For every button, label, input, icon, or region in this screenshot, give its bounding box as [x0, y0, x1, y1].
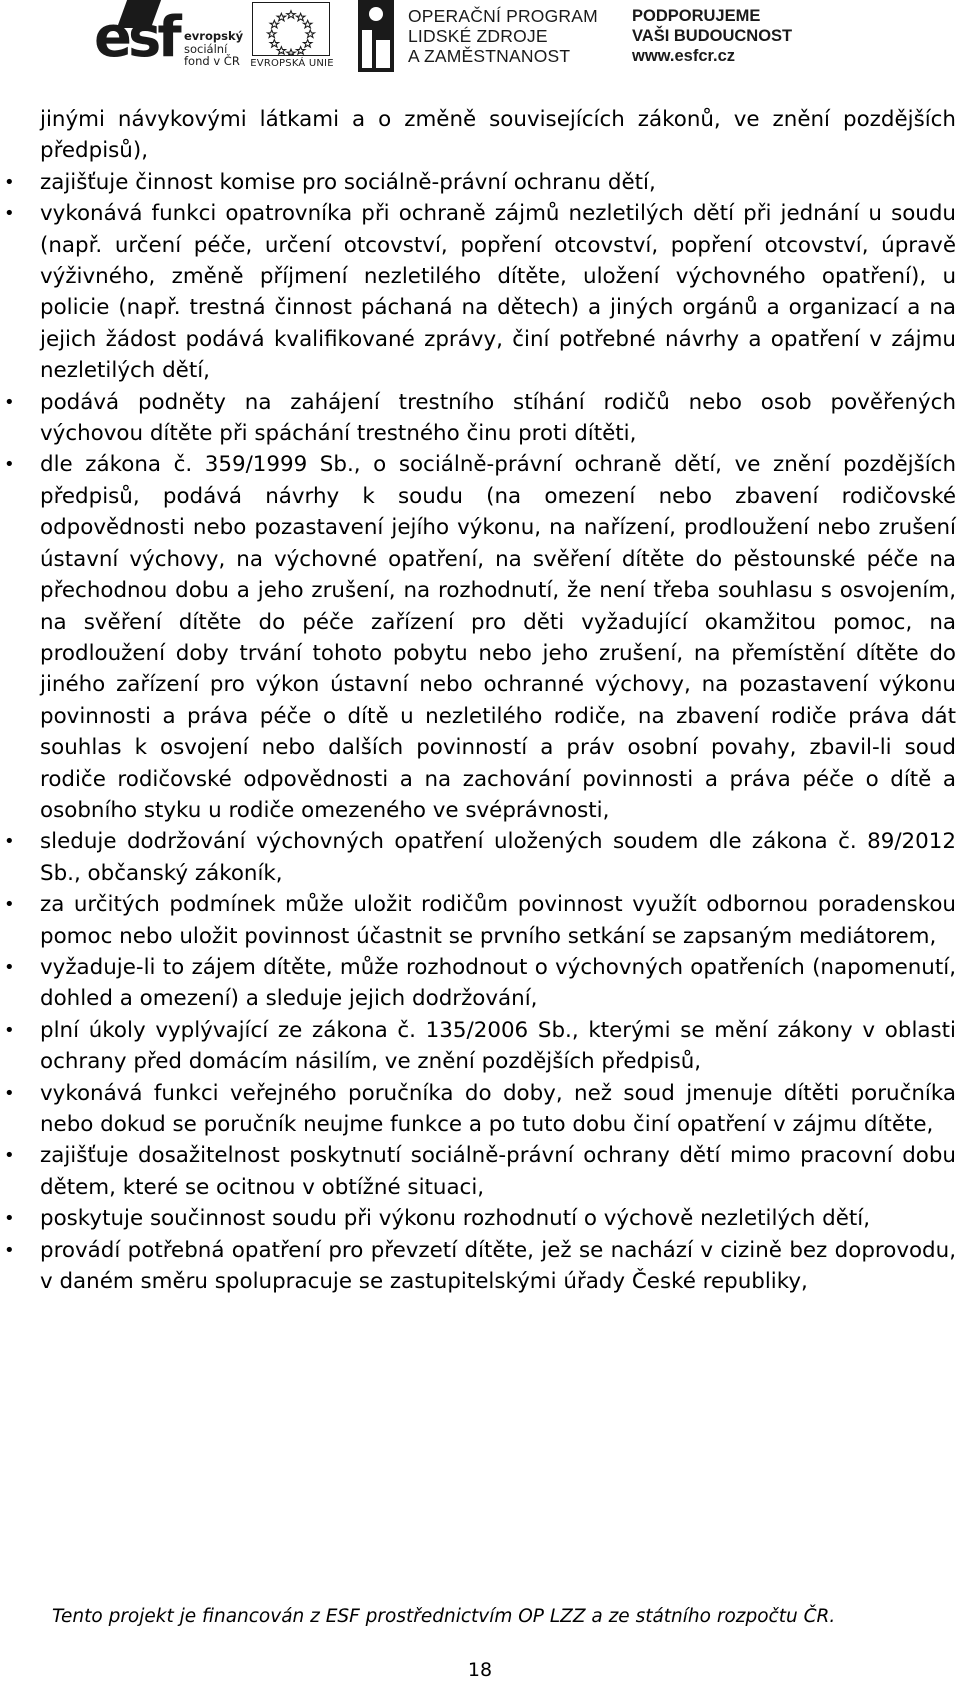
slogan-line2: VAŠI BUDOUCNOST: [632, 27, 793, 45]
list-item: • podává podněty na zahájení trestního stíhání rodičů nebo osob pověřených výchovou dítěte při spáchání trestného činu proti dítěti,: [40, 387, 956, 450]
list-item: • vykonává funkci opatrovníka při ochraně zájmů nezletilých dětí při jednání u soudu (např. určení péče, určení otcovství, popření otcovství, popření otcovství, úpravě výživného, změně příjmení nezletilého dítěte, uložení výchovného opatření), u policie (např. trestná činnost páchaná na dětech) a jiných orgánů a organizací a na jejich žádost podává kvalifikované zprávy, činí potřebné návrhy a opatření v zájmu nezletilých dětí,: [40, 198, 956, 386]
slogan-line1: PODPORUJEME: [632, 7, 761, 25]
list-item: • poskytuje součinnost soudu při výkonu rozhodnutí o výchově nezletilých dětí,: [40, 1203, 956, 1234]
op-lzz-logo: [358, 0, 608, 74]
list-item: • vyžaduje-li to zájem dítěte, může rozhodnout o výchovných opatřeních (napomenutí, dohled a omezení) a sleduje jejich dodržování,: [40, 952, 956, 1015]
page-header: [92, 0, 812, 76]
list-item: • zajišťuje dosažitelnost poskytnutí sociálně-právní ochrany dětí mimo pracovní dobu dětem, které se ocitnou v obtížné situaci,: [40, 1140, 956, 1203]
eu-logo: [244, 0, 340, 74]
op-logo-line1: OPERAČNÍ PROGRAM: [408, 6, 598, 26]
slogan-block: [632, 6, 822, 66]
list-item: • provádí potřebná opatření pro převzetí dítěte, jež se nachází v cizině bez doprovodu, v daném směru spolupracuje se zastupitelskými úřady České republiky,: [40, 1235, 956, 1298]
op-logo-text: [408, 6, 598, 66]
list-item: • za určitých podmínek může uložit rodičům povinnost využít odbornou poradenskou pomoc nebo uložit povinnost účastnit se prvního setkání se zapsaným mediátorem,: [40, 889, 956, 952]
list-item: • sleduje dodržování výchovných opatření uložených soudem dle zákona č. 89/2012 Sb., občanský zákoník,: [40, 826, 956, 889]
op-logo-line2: LIDSKÉ ZDROJE: [408, 26, 548, 46]
funding-note: Tento projekt je financován z ESF prostřednictvím OP LZZ a ze státního rozpočtu ČR.: [52, 1606, 836, 1627]
esf-logo-line1: evropský: [184, 29, 244, 43]
op-mark-icon: [358, 0, 394, 72]
list-item: • plní úkoly vyplývající ze zákona č. 135/2006 Sb., kterými se mění zákony v oblasti ochrany před domácím násilím, ve znění pozdějších předpisů,: [40, 1015, 956, 1078]
list-item: • zajišťuje činnost komise pro sociálně-právní ochranu dětí,: [40, 167, 956, 198]
esf-logo-line3: fond v ČR: [184, 54, 240, 68]
continuation-paragraph: jinými návykovými látkami a o změně souvisejících zákonů, ve znění pozdějších předpisů),: [40, 107, 956, 164]
esf-logo-word: esf: [94, 5, 178, 70]
eu-flag-icon: [252, 2, 330, 56]
slogan-url: www.esfcr.cz: [632, 47, 736, 65]
list-item: • vykonává funkci veřejného poručníka do doby, než soud jmenuje dítěti poručníka nebo dokud se poručník neujme funkce a po tuto dobu činí opatření v zájmu dítěte,: [40, 1078, 956, 1141]
bullet-list: [40, 167, 956, 1298]
list-item: • dle zákona č. 359/1999 Sb., o sociálně-právní ochraně dětí, ve znění pozdějších předpisů, podává návrhy k soudu (na omezení nebo zbavení rodičovské odpovědnosti nebo pozastavení jejího výkonu, na nařízení, prodloužení nebo zrušení ústavní výchovy, na výchovné opatření, na svěření dítěte do pěstounské péče na přechodnou dobu a jeho zrušení, na rozhodnutí, že není třeba souhlasu s osvojením, na svěření dítěte do péče zařízení pro děti vyžadující okamžitou pomoc, na prodloužení doby trvání tohoto pobytu nebo jeho zrušení, na přemístění dítěte do jiného zařízení pro výkon ústavní nebo ochranné výchovy, na pozastavení výkonu povinnosti a práva péče o dítě u nezletilého rodiče, na zbavení rodiče práva dát souhlas k osvojení nebo dalších povinností a práv osobní povahy, zbavil-li soud rodiče rodičovské odpovědnosti a na zachování povinnosti a práva péče o dítě a osobního styku u rodiče omezeného ve svéprávnosti,: [40, 449, 956, 826]
esf-logo-line2: sociální: [184, 41, 228, 56]
esf-logo-text: [184, 30, 243, 68]
esf-logo: [92, 0, 242, 74]
page-number: 18: [467, 1659, 493, 1681]
op-logo-line3: A ZAMĚSTNANOST: [408, 46, 571, 66]
document-body: [40, 104, 956, 1297]
eu-logo-label: EVROPSKÁ UNIE: [250, 58, 334, 69]
